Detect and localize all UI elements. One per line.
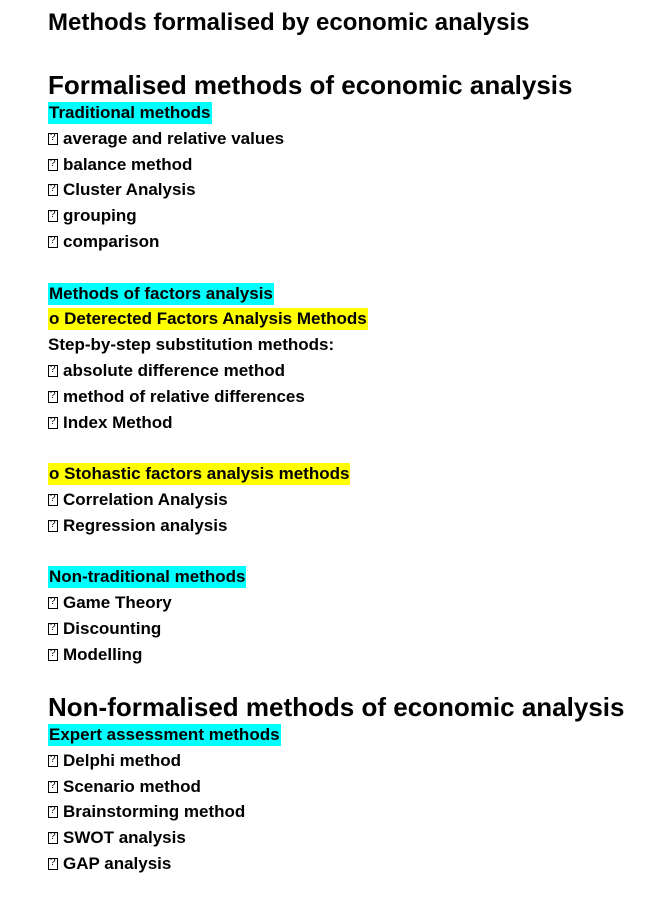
non-formalised-heading: Non-formalised methods of economic analysis — [48, 692, 625, 722]
missing-glyph-box-icon — [48, 184, 58, 196]
determined-factors-label — [48, 306, 658, 332]
missing-glyph-box-icon — [48, 832, 58, 844]
list-item: ?Brainstorming method — [48, 799, 658, 825]
formalised-section — [48, 70, 658, 668]
list-item: ?Cluster Analysis — [48, 177, 658, 203]
missing-glyph-box-icon — [48, 365, 58, 377]
missing-glyph-box-icon — [48, 623, 58, 635]
formalised-heading: Formalised methods of economic analysis — [48, 70, 573, 100]
stochastic-factors-label — [48, 461, 658, 487]
list-item: ?balance method — [48, 152, 658, 178]
missing-glyph-box-icon — [48, 781, 58, 793]
missing-glyph-box-icon — [48, 806, 58, 818]
page-title: Methods formalised by economic analysis — [48, 9, 530, 36]
list-item: ?Modelling — [48, 642, 658, 668]
list-item: ?Delphi method — [48, 748, 658, 774]
missing-glyph-box-icon — [48, 417, 58, 429]
missing-glyph-box-icon — [48, 236, 58, 248]
list-item: ?Index Method — [48, 410, 658, 436]
traditional-methods-label — [48, 100, 658, 126]
factors-analysis-highlight: Methods of factors analysis — [49, 283, 273, 303]
spacer — [48, 435, 658, 461]
missing-glyph-box-icon — [48, 858, 58, 870]
missing-glyph-box-icon — [48, 597, 58, 609]
list-item: ?average and relative values — [48, 126, 658, 152]
missing-glyph-box-icon — [48, 159, 58, 171]
list-item: ?method of relative differences — [48, 384, 658, 410]
determined-factors-highlight: o Deterected Factors Analysis Methods — [49, 309, 367, 329]
list-item: ?Discounting — [48, 616, 658, 642]
list-item: ?comparison — [48, 229, 658, 255]
substitution-methods-label: Step-by-step substitution methods: — [48, 335, 335, 355]
list-item: ?absolute difference method — [48, 358, 658, 384]
list-item: ?Game Theory — [48, 590, 658, 616]
list-item: ?SWOT analysis — [48, 825, 658, 851]
stochastic-factors-highlight: o Stohastic factors analysis methods — [49, 464, 350, 484]
traditional-methods-highlight: Traditional methods — [49, 103, 211, 122]
list-item: ?Correlation Analysis — [48, 487, 658, 513]
list-item: ?Regression analysis — [48, 513, 658, 539]
missing-glyph-box-icon — [48, 755, 58, 767]
missing-glyph-box-icon — [48, 649, 58, 661]
expert-assessment-highlight: Expert assessment methods — [49, 725, 280, 744]
expert-assessment-label — [48, 722, 658, 748]
list-item: ?Scenario method — [48, 774, 658, 800]
missing-glyph-box-icon — [48, 520, 58, 532]
missing-glyph-box-icon — [48, 210, 58, 222]
non-formalised-section — [48, 692, 658, 877]
spacer — [48, 539, 658, 565]
list-item: ?GAP analysis — [48, 851, 658, 877]
non-traditional-methods-label — [48, 564, 658, 590]
spacer — [48, 255, 658, 281]
missing-glyph-box-icon — [48, 133, 58, 145]
non-traditional-methods-highlight: Non-traditional methods — [49, 567, 246, 587]
list-item: ?grouping — [48, 203, 658, 229]
missing-glyph-box-icon — [48, 391, 58, 403]
factors-analysis-label — [48, 281, 658, 307]
missing-glyph-box-icon — [48, 494, 58, 506]
